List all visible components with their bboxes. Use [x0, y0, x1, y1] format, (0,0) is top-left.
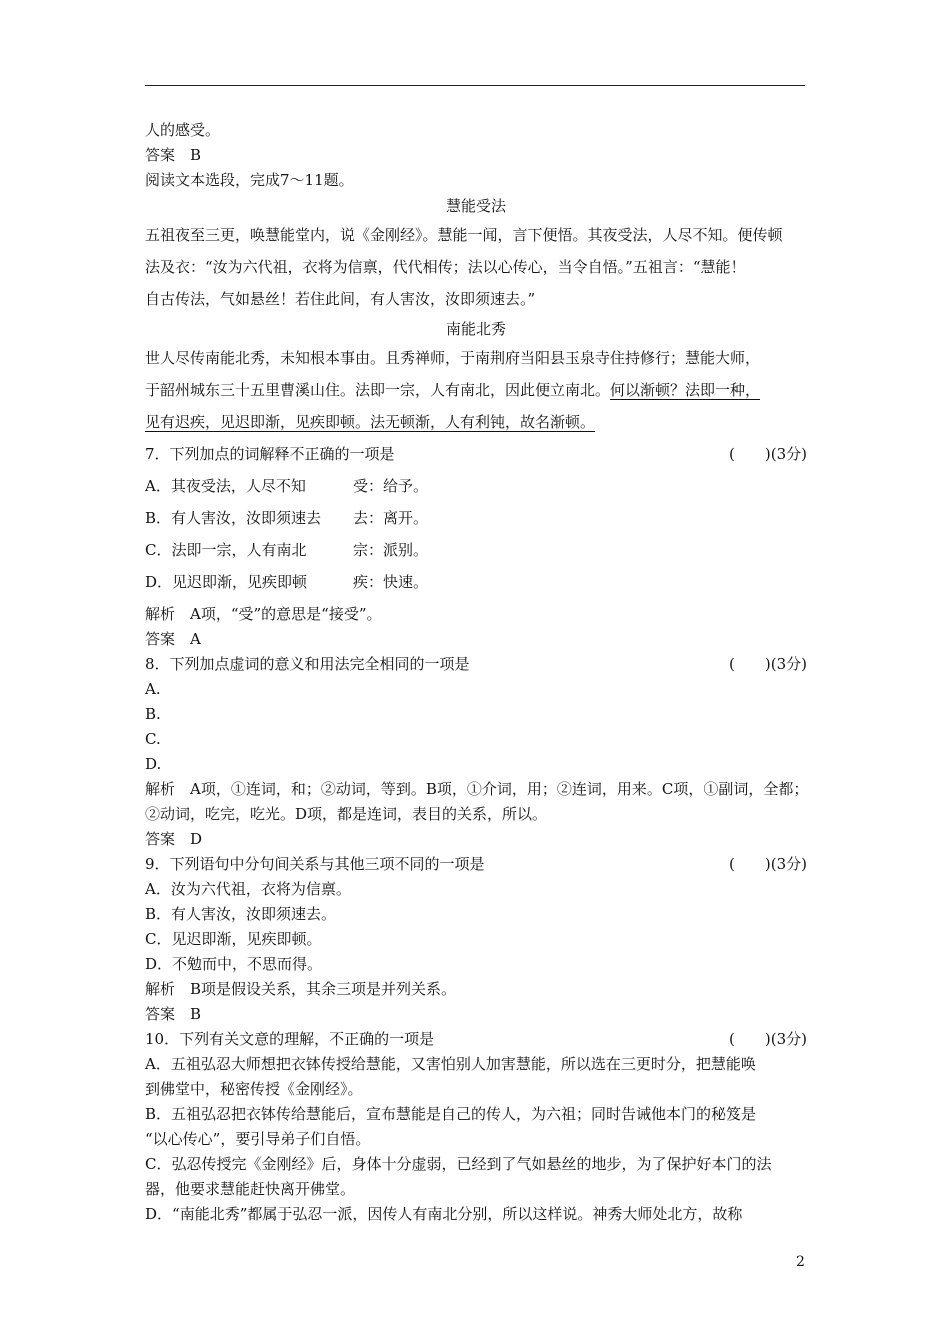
passage1-line-3: 自古传法，气如悬丝！若住此间，有人害汝，汝即须速去。”: [145, 290, 536, 308]
q9-stem: 9．下列语句中分句间关系与其他三项不同的一项是: [145, 855, 485, 873]
q9-stem-line: [145, 852, 807, 877]
intro-line-1: 人的感受。: [145, 121, 221, 139]
q10-option-a-2: 到佛堂中，秘密传授《金刚经》。: [145, 1080, 363, 1098]
passage1-line-1: 五祖夜至三更，唤慧能堂内，说《金刚经》。慧能一闻，言下便悟。其夜受法，人尽不知。便传顿: [145, 226, 783, 244]
q7-d-text: D．见迟即渐，见疾即顿: [145, 573, 308, 591]
q8-analysis-1: 解析 A项，①连词，和；②动词，等到。B项，①介词，用；②连词，用来。C项，①副词，全都；: [145, 780, 809, 798]
q8-option-c: C.: [145, 730, 161, 748]
passage2-title: 南能北秀: [445, 320, 506, 338]
q7-a-gloss: 受：给予。: [353, 477, 429, 495]
q7-answer: 答案 A: [145, 630, 201, 648]
q10-option-b-2: “以心传心”，要引导弟子们自悟。: [145, 1130, 371, 1148]
q10-option-c-2: 器，他要求慧能赶快离开佛堂。: [145, 1180, 356, 1198]
q10-option-c-1: C．弘忍传授完《金刚经》后，身体十分虚弱，已经到了气如悬丝的地步，为了保护好本门的法: [145, 1155, 772, 1173]
q8-option-b: B.: [145, 705, 161, 723]
header-rule: [145, 85, 805, 86]
q8-option-d: D.: [145, 755, 162, 773]
q7-c-gloss: 宗：派别。: [353, 541, 429, 559]
q10-stem-line: [145, 1027, 807, 1052]
q7-c-text: C．法即一宗，人有南北: [145, 541, 307, 559]
q10-option-a-1: A．五祖弘忍大师想把衣钵传授给慧能，又害怕别人加害慧能，所以选在三更时分，把慧能唤: [145, 1055, 756, 1073]
passage2-line-1: 世人尽传南能北秀，未知根本事由。且秀禅师，于南荆府当阳县玉泉寺住持修行；慧能大师，: [145, 349, 761, 367]
q7-analysis: 解析 A项，“受”的意思是“接受”。: [145, 605, 382, 623]
page-number: 2: [796, 1254, 805, 1270]
q10-option-d-1: D．“南能北秀”都属于弘忍一派，因传人有南北分别，所以这样说。神秀大师处北方，故称: [145, 1205, 743, 1223]
q10-stem: 10．下列有关文意的理解，不正确的一项是: [145, 1030, 435, 1048]
q7-stem-line: [145, 438, 807, 470]
q9-answer: 答案 B: [145, 1005, 202, 1023]
q8-mark: ( )(3分): [729, 655, 807, 673]
q7-stem: 7．下列加点的词解释不正确的一项是: [145, 445, 395, 463]
q7-b-text: B．有人害汝，汝即须速去: [145, 509, 322, 527]
q8-option-a: A.: [145, 680, 161, 698]
intro-answer: 答案 B: [145, 146, 202, 164]
q7-option-c: [145, 534, 807, 566]
q10-mark: ( )(3分): [729, 1030, 807, 1048]
q7-a-text: A．其夜受法，人尽不知: [145, 477, 306, 495]
q9-option-b: B．有人害汝，汝即须速去。: [145, 905, 337, 923]
q8-answer: 答案 D: [145, 830, 203, 848]
q7-d-gloss: 疾：快速。: [353, 573, 429, 591]
q9-option-c: C．见迟即渐，见疾即顿。: [145, 930, 322, 948]
passage2-underlined-end: 见有迟疾，见迟即渐，见疾即顿。法无顿渐，人有利钝，故名渐顿。: [145, 413, 596, 431]
q7-option-a: [145, 470, 807, 502]
q7-option-b: [145, 502, 807, 534]
passage2-line-2-plain: 于韶州城东三十五里曹溪山住。法即一宗，人有南北，因此便立南北。: [145, 381, 611, 399]
passage2-underlined-start: 何以渐顿？法即一种，: [610, 381, 761, 399]
q8-analysis-2: ②动词，吃完，吃光。D项，都是连词，表目的关系，所以。: [145, 805, 548, 823]
q7-option-d: [145, 566, 807, 598]
q8-stem-line: [145, 652, 807, 677]
passage1-title: 慧能受法: [445, 197, 506, 215]
q8-stem: 8．下列加点虚词的意义和用法完全相同的一项是: [145, 655, 470, 673]
q7-mark: ( )(3分): [729, 445, 807, 463]
passage2-line-2: [145, 374, 807, 406]
q9-option-d: D．不勉而中，不思而得。: [145, 955, 323, 973]
q9-analysis: 解析 B项是假设关系，其余三项是并列关系。: [145, 980, 457, 998]
q9-mark: ( )(3分): [729, 855, 807, 873]
q9-option-a: A．汝为六代祖，衣将为信禀。: [145, 880, 351, 898]
passage2-line-3: [145, 406, 807, 438]
passage1-line-2: 法及衣：“汝为六代祖，衣将为信禀，代代相传；法以心传心，当令自悟。”五祖言：“慧能！: [145, 258, 746, 276]
reading-instruction: 阅读文本选段，完成7～11题。: [145, 171, 354, 189]
page-body: [145, 118, 807, 1227]
q10-option-b-1: B．五祖弘忍把衣钵传给慧能后，宣布慧能是自己的传人，为六祖；同时告诫他本门的秘笈是: [145, 1105, 757, 1123]
q7-b-gloss: 去：离开。: [353, 509, 429, 527]
